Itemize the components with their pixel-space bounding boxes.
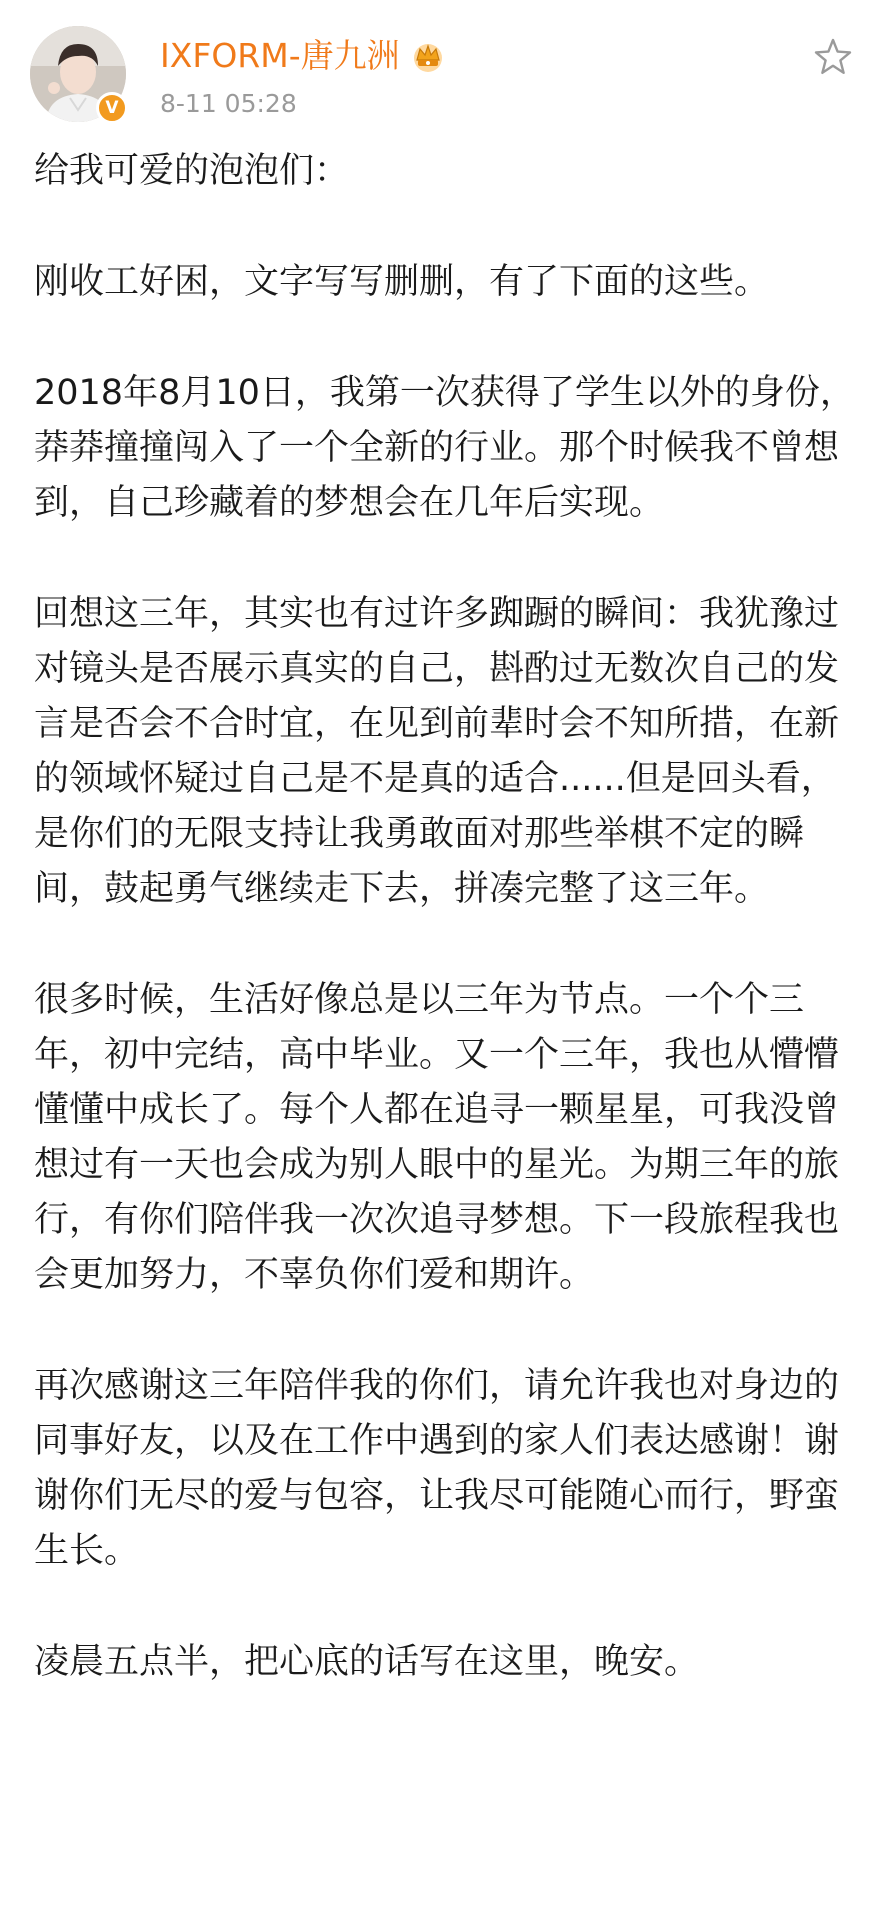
post-header [0, 0, 888, 135]
post-paragraph-reflection: 回想这三年，其实也有过许多踟蹰的瞬间：我犹豫过对镜头是否展示真实的自己，斟酌过无数次自己的发言是否会不合时宜，在见到前辈时会不知所措，在新的领域怀疑过自己是不是真的适合......但是回头看，是你们的无限支持让我勇敢面对那些举棋不定的瞬间，鼓起勇气继续走下去，拼凑完整了这三年。 [34, 594, 840, 909]
star-outline-icon[interactable] [812, 36, 854, 78]
post-paragraph-intro: 刚收工好困，文字写写删删，有了下面的这些。 [34, 262, 770, 302]
post-paragraph-thanks: 再次感谢这三年陪伴我的你们，请允许我也对身边的同事好友，以及在工作中遇到的家人们表达感谢！谢谢你们无尽的爱与包容，让我尽可能随心而行，野蛮生长。 [34, 1366, 840, 1571]
post-content [34, 144, 864, 1746]
post-paragraph-greeting: 给我可爱的泡泡们： [34, 151, 350, 191]
verified-badge [96, 92, 128, 124]
author-name[interactable]: IXFORM-唐九洲 [160, 36, 400, 75]
author-row [160, 32, 448, 80]
post-paragraph-three-years: 很多时候，生活好像总是以三年为节点。一个个三年，初中完结，高中毕业。又一个三年，我也从懵懵懂懂中成长了。每个人都在追寻一颗星星，可我没曾想过有一天也会成为别人眼中的星光。为期三年的旅行，有你们陪伴我一次次追寻梦想。下一段旅程我也会更加努力，不辜负你们爱和期许。 [34, 980, 840, 1295]
post-paragraph-goodnight: 凌晨五点半，把心底的话写在这里，晚安。 [34, 1642, 700, 1682]
crown-badge-icon[interactable] [408, 36, 448, 76]
post-paragraph-2018: 2018年8月10日，我第一次获得了学生以外的身份，莽莽撞撞闯入了一个全新的行业。那个时候我不曾想到，自己珍藏着的梦想会在几年后实现。 [34, 373, 855, 523]
post-timestamp: 8-11 05:28 [160, 89, 297, 118]
verified-badge-label: V [105, 97, 119, 118]
avatar-container[interactable] [30, 26, 126, 122]
